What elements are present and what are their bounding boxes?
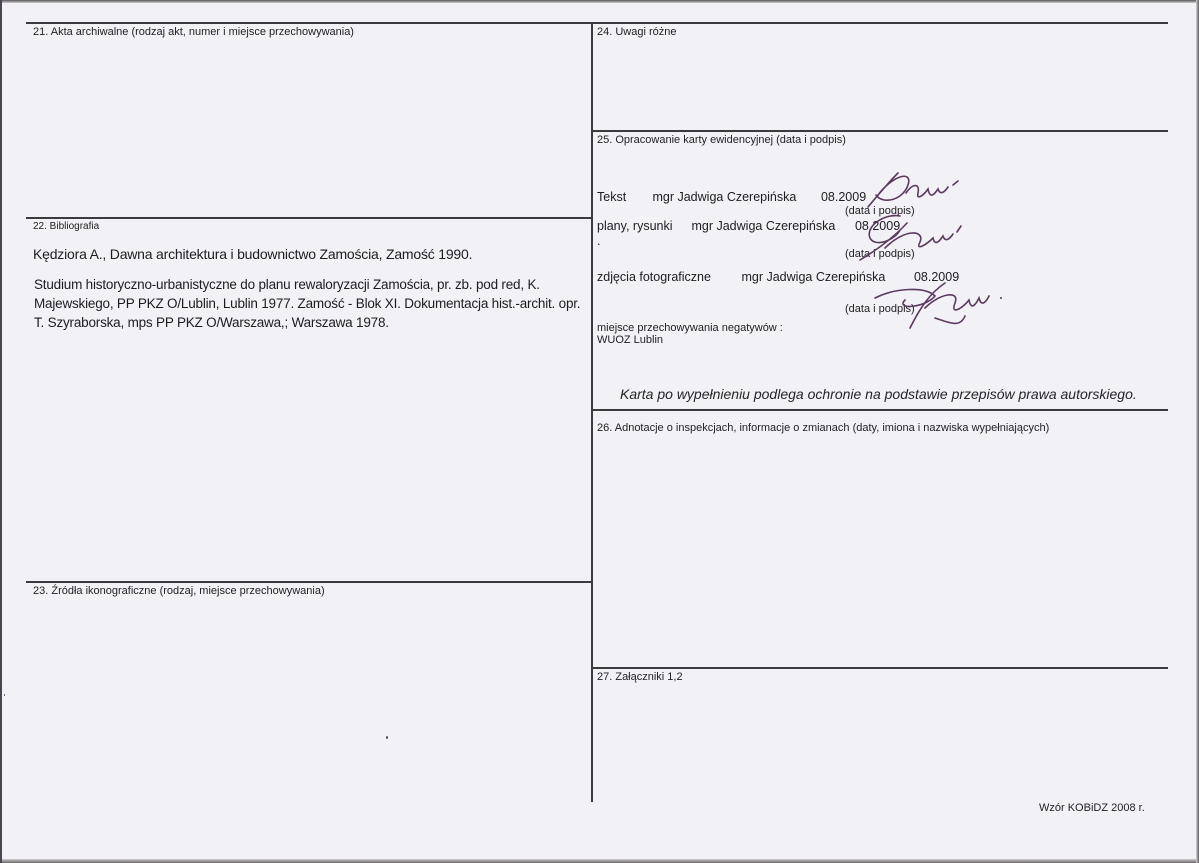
bibliography-entry-1: Kędziora A., Dawna architektura i budownictwo Zamościa, Zamość 1990. xyxy=(33,246,473,262)
row-author: mgr Jadwiga Czerepińska xyxy=(741,270,886,284)
negatives-location-label: miejsce przechowywania negatywów : xyxy=(597,322,783,334)
row-caption: (data i podpis) xyxy=(845,303,915,315)
section-21-label: 21. Akta archiwalne (rodzaj akt, numer i miejsce przechowywania) xyxy=(33,26,354,38)
author-row-text xyxy=(597,190,866,204)
author-row-photos xyxy=(597,270,959,284)
section-27-label: 27. Załączniki 1,2 xyxy=(597,671,683,683)
rule-section-26 xyxy=(592,409,1168,411)
scan-edge-top xyxy=(0,0,1199,3)
rule-top-left xyxy=(26,22,593,24)
row-caption: (data i podpis) xyxy=(845,205,915,217)
section-26-label: 26. Adnotacje o inspekcjach, informacje o zmianach (daty, imiona i nazwiska wypełniających) xyxy=(597,422,1050,434)
section-25-label: 25. Opracowanie karty ewidencyjnej (data i podpis) xyxy=(597,134,846,146)
rule-section-22 xyxy=(26,217,593,219)
author-row-plans xyxy=(597,219,900,233)
rule-section-23 xyxy=(26,581,593,583)
row-type: Tekst xyxy=(597,190,627,204)
scan-speck xyxy=(4,694,5,696)
row-type: zdjęcia fotograficzne xyxy=(597,270,711,284)
row-caption: (data i podpis) xyxy=(845,248,915,260)
scan-edge-bottom xyxy=(0,859,1199,863)
row-date: 08.2009 xyxy=(820,190,867,204)
section-23-label: 23. Źródła ikonograficzne (rodzaj, miejsce przechowywania) xyxy=(33,585,325,597)
rule-section-25 xyxy=(592,130,1168,132)
row-type: plany, rysunki xyxy=(597,219,673,233)
section-22-label: 22. Bibliografia xyxy=(33,221,100,232)
row-author: mgr Jadwiga Czerepińska xyxy=(652,190,797,204)
negatives-location-value: WUOZ Lublin xyxy=(597,334,664,346)
form-template-footer: Wzór KOBiDZ 2008 r. xyxy=(1039,802,1145,814)
row-author: mgr Jadwiga Czerepińska xyxy=(691,219,836,233)
stray-mark: . xyxy=(597,234,601,248)
rule-top-right xyxy=(592,22,1168,24)
scan-edge-left xyxy=(0,0,2,863)
section-24-label: 24. Uwagi różne xyxy=(597,26,677,38)
bibliography-entry-2: Studium historyczno-urbanistyczne do planu rewaloryzacji Zamościa, pr. zb. pod red, K. Majewskiego, PP PKZ O/Lublin, Lublin 1977. Zamość - Blok XI. Dokumentacja hist.-archit. opr. T. Szyraborska, mps PP PKZ O/Warszawa,; Warszawa 1978. xyxy=(34,277,581,330)
row-date: 08.2009 xyxy=(913,270,960,284)
copyright-note: Karta po wypełnieniu podlega ochronie na podstawie przepisów prawa autorskiego. xyxy=(620,386,1137,402)
scan-speck xyxy=(386,736,388,739)
row-date: 08.2009 xyxy=(854,219,901,233)
rule-section-27 xyxy=(592,667,1168,669)
column-divider xyxy=(591,22,593,802)
